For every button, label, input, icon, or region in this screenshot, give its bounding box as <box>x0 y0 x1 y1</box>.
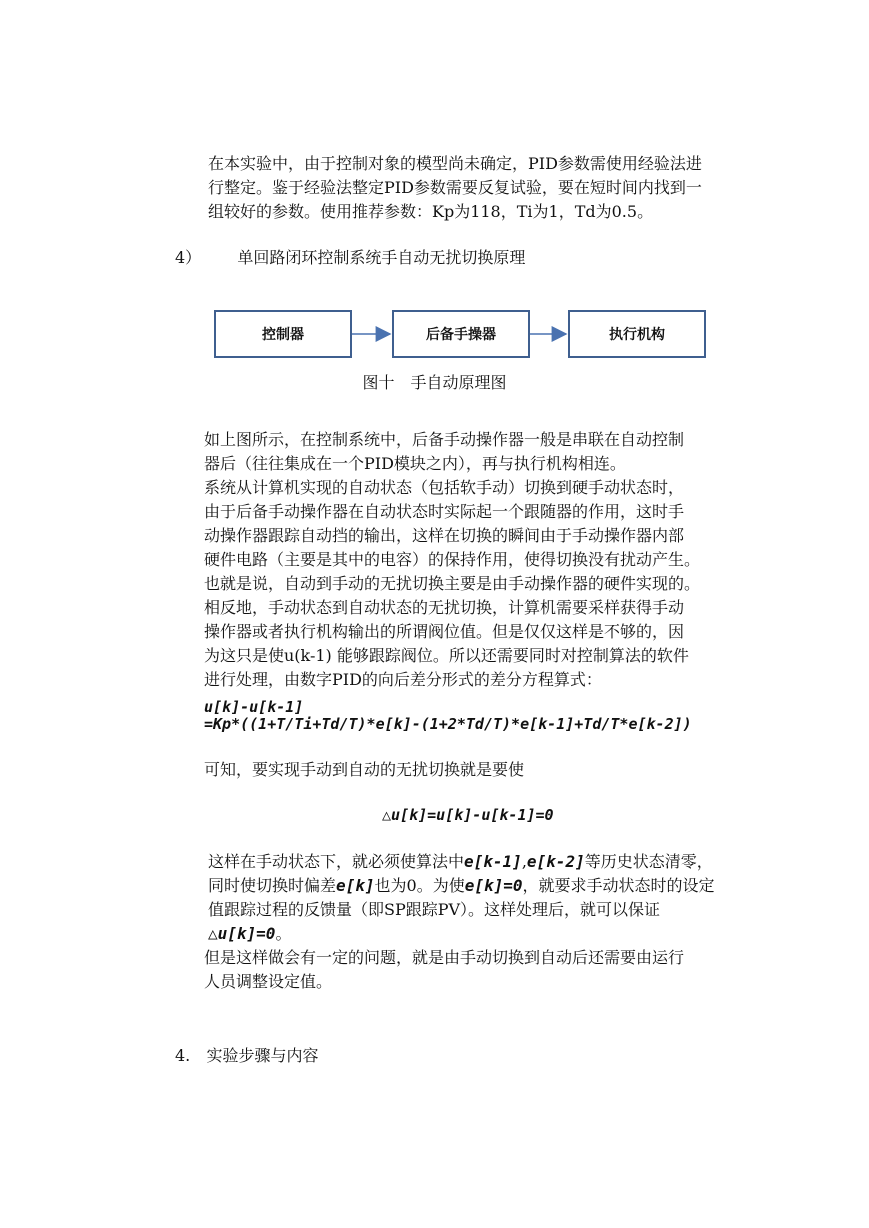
after-line <box>208 874 715 898</box>
section-title: 实验步骤与内容 <box>206 1046 319 1065</box>
equation-line: =Kp*((1+T/Ti+Td/T)*e[k]-(1+2*Td/T)*e[k-1]+Td/T*e[k-2]) <box>204 715 692 733</box>
backup-manual-operator-label: 后备手操器 <box>426 327 496 343</box>
intro-line: 行整定。鉴于经验法整定PID参数需要反复试验，要在短时间内找到一 <box>208 178 702 197</box>
after-line: 但是这样做会有一定的问题，就是由手动切换到自动后还需要由运行 <box>204 948 685 967</box>
actuator-label: 执行机构 <box>609 327 665 343</box>
text-run: 等历史状态清零， <box>584 852 713 871</box>
body-line: 相反地，手动状态到自动状态的无扰切换，计算机需要采样获得手动 <box>204 598 685 617</box>
body-line: 硬件电路（主要是其中的电容）的保持作用，使得切换没有扰动产生。 <box>204 550 701 569</box>
math-term: e[k-2] <box>526 852 585 871</box>
figure-caption: 图十 手自动原理图 <box>362 373 507 392</box>
after-line: 人员调整设定值。 <box>204 972 333 991</box>
body-line: 操作器或者执行机构输出的所谓阀位值。但是仅仅这样是不够的，因 <box>204 622 685 641</box>
after-line <box>208 922 291 946</box>
section-title: 单回路闭环控制系统手自动无扰切换原理 <box>237 248 526 267</box>
after-line: 值跟踪过程的反馈量（即SP跟踪PV）。这样处理后，就可以保证 <box>208 900 661 919</box>
text-run: , <box>521 852 527 871</box>
text-run: 这样在手动状态下，就必须使算法中 <box>208 852 465 871</box>
body-line: 由于后备手动操作器在自动状态时实际起一个跟随器的作用，这时手 <box>204 502 685 521</box>
math-term: e[k]=0 <box>464 876 523 895</box>
text-run: 也为0。为使 <box>374 876 465 895</box>
after-line <box>208 850 713 874</box>
text-run: 。 <box>275 924 292 943</box>
diagram-arrows <box>0 0 869 400</box>
math-term: e[k] <box>336 876 375 895</box>
section-number: 4. <box>175 1046 191 1065</box>
body-line: 也就是说，自动到手动的无扰切换主要是由手动操作器的硬件实现的。 <box>204 574 701 593</box>
section-heading <box>175 1044 318 1068</box>
delta-u-equation: △u[k]=u[k]-u[k-1]=0 <box>382 806 554 824</box>
text-run: ，就要求手动状态时的设定 <box>522 876 715 895</box>
math-term: e[k-1] <box>464 852 522 871</box>
text-run: 同时使切换时偏差 <box>208 876 337 895</box>
body-line: 系统从计算机实现的自动状态（包括软手动）切换到硬手动状态时， <box>204 478 685 497</box>
body-line: 器后（往往集成在一个PID模块之内），再与执行机构相连。 <box>204 454 626 473</box>
known-sentence: 可知，要实现手动到自动的无扰切换就是要使 <box>204 760 525 779</box>
section-number: 4） <box>175 248 202 267</box>
intro-line: 组较好的参数。使用推荐参数：Kp为118，Ti为1，Td为0.5。 <box>208 202 654 221</box>
body-line: 如上图所示，在控制系统中，后备手动操作器一般是串联在自动控制 <box>204 430 685 449</box>
controller-label: 控制器 <box>262 327 304 343</box>
intro-line: 在本实验中，由于控制对象的模型尚未确定，PID参数需使用经验法进 <box>208 154 702 173</box>
equation-line: u[k]-u[k-1] <box>204 698 304 716</box>
body-line: 动操作器跟踪自动挡的输出，这样在切换的瞬间由于手动操作器内部 <box>204 526 685 545</box>
math-term: △u[k]=0 <box>208 924 276 943</box>
body-line: 进行处理，由数字PID的向后差分形式的差分方程算式： <box>204 670 602 689</box>
body-line: 为这只是使u(k-1) 能够跟踪阀位。所以还需要同时对控制算法的软件 <box>204 646 689 665</box>
